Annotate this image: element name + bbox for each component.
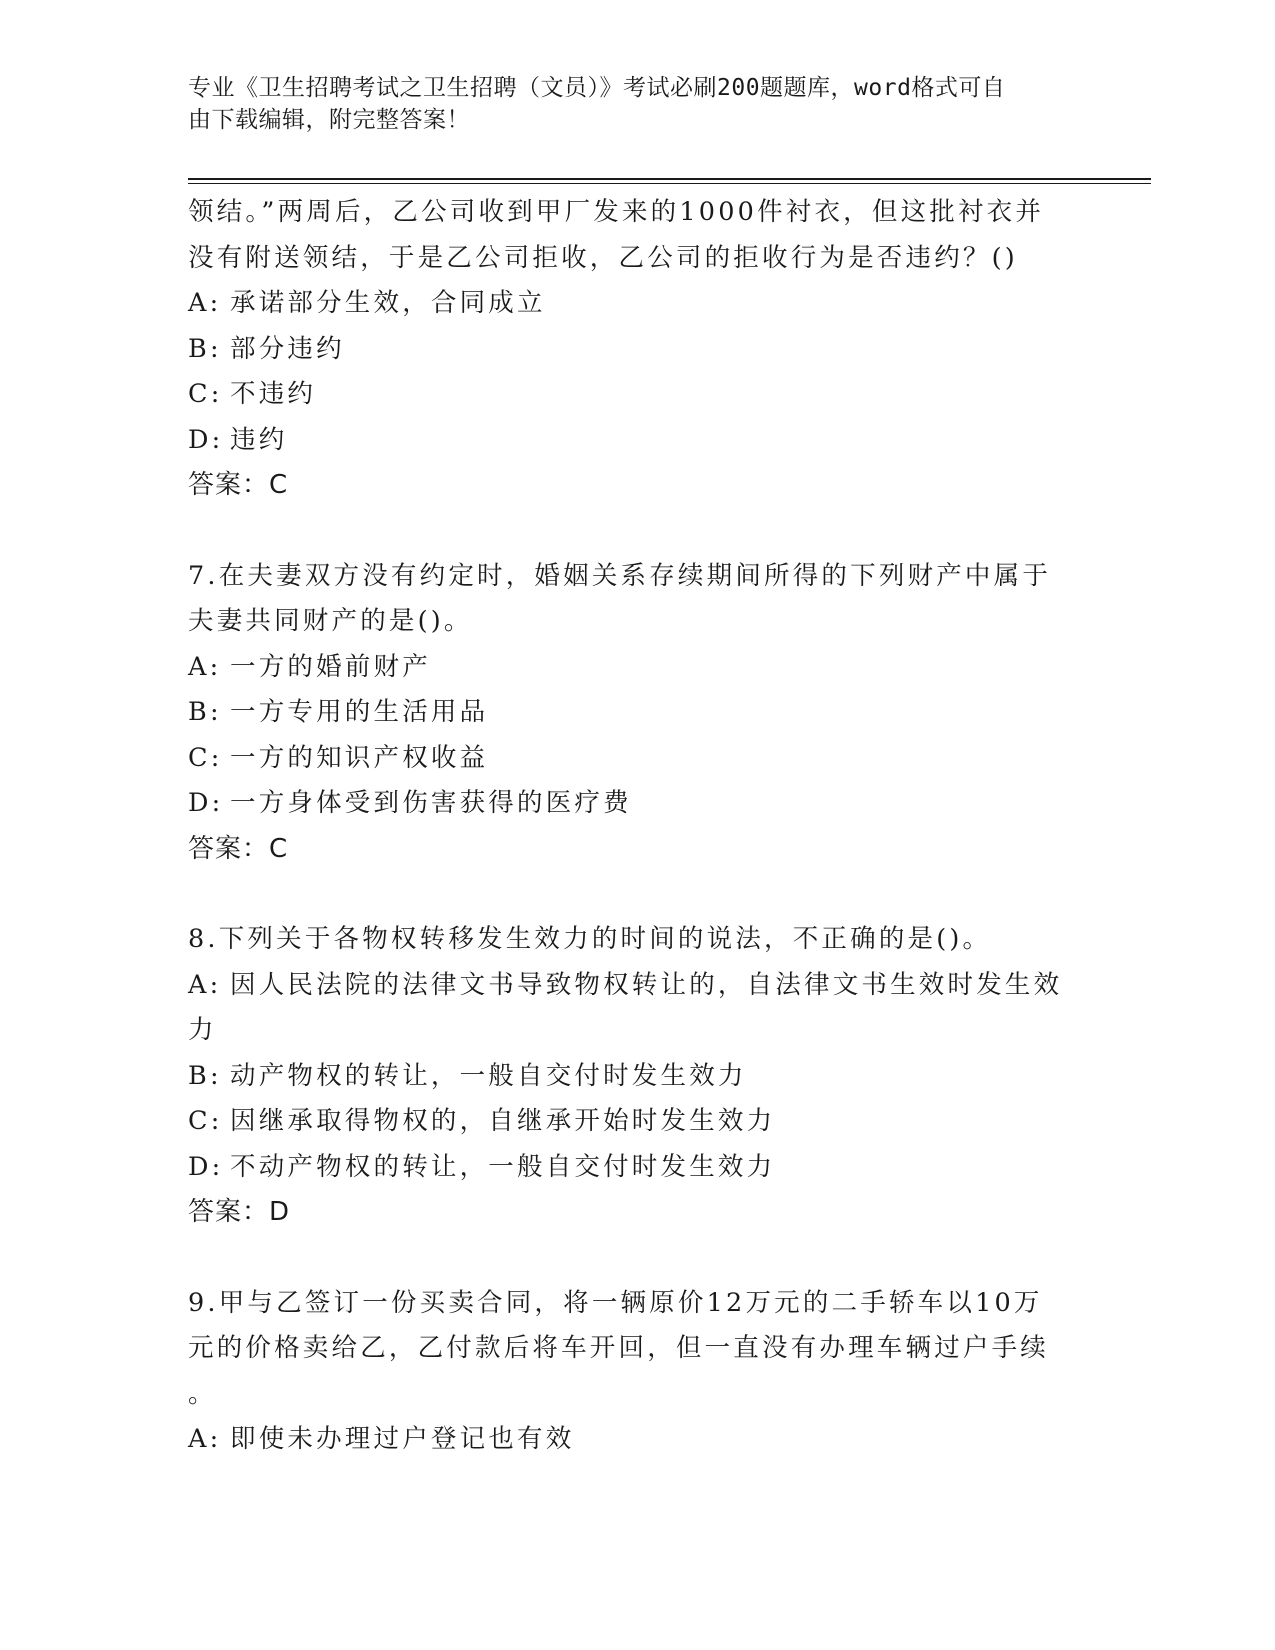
option-d <box>188 1145 1088 1191</box>
option-d <box>188 781 1088 827</box>
question-stem: 。 <box>188 1378 217 1409</box>
option-c <box>188 1099 1088 1145</box>
option-b <box>188 690 1088 736</box>
option-text: 一方的知识产权收益 <box>230 742 489 773</box>
option-key: C: <box>188 379 223 409</box>
header-line-2: 由下载编辑，附完整答案！ <box>188 107 470 133</box>
question-stem: 元的价格卖给乙，乙付款后将车开回，但一直没有办理车辆过户手续 <box>188 1333 1050 1363</box>
option-key: B: <box>188 1060 222 1091</box>
spacer <box>188 872 1088 917</box>
option-b <box>188 1054 1088 1100</box>
answer: 答案：C <box>188 833 289 864</box>
header-line-1: 专业《卫生招聘考试之卫生招聘（文员）》考试必刷200题题库，word格式可自 <box>188 75 1006 101</box>
header-divider <box>188 178 1151 180</box>
option-key: B: <box>188 333 222 364</box>
option-text: 因人民法院的法律文书导致物权转让的，自法律文书生效时发生效 <box>230 969 1063 1000</box>
option-key: A: <box>188 1424 222 1454</box>
option-text: 动产物权的转让，一般自交付时发生效力 <box>230 1060 747 1091</box>
option-key: A: <box>188 651 222 682</box>
option-text: 部分违约 <box>230 333 345 364</box>
option-a <box>188 645 1088 691</box>
question-stem: 9.甲与乙签订一份买卖合同，将一辆原价12万元的二手轿车以10万 <box>188 1287 1043 1318</box>
header-divider-thin <box>188 183 1151 184</box>
option-key: D: <box>188 424 224 455</box>
option-text: 即使未办理过户登记也有效 <box>230 1424 575 1454</box>
option-key: B: <box>188 697 222 727</box>
page-header <box>188 72 1068 136</box>
spacer <box>188 1236 1088 1281</box>
option-text: 不违约 <box>230 379 317 409</box>
option-text: 承诺部分生效，合同成立 <box>230 288 546 318</box>
option-c <box>188 372 1088 418</box>
option-key: A: <box>188 288 222 318</box>
option-a <box>188 281 1088 327</box>
question-stem: 领结。”两周后，乙公司收到甲厂发来的1000件衬衣，但这批衬衣并 <box>188 197 1045 227</box>
option-text: 不动产物权的转让，一般自交付时发生效力 <box>230 1151 776 1182</box>
option-a <box>188 1417 1088 1463</box>
option-text: 违约 <box>230 424 288 455</box>
spacer <box>188 509 1088 554</box>
option-key: D: <box>188 1151 224 1182</box>
option-text: 一方专用的生活用品 <box>230 697 489 727</box>
question-stem: 8.下列关于各物权转移发生效力的时间的说法，不正确的是()。 <box>188 924 992 954</box>
option-key: D: <box>188 788 224 818</box>
option-b <box>188 327 1088 373</box>
option-key: C: <box>188 742 223 773</box>
option-d <box>188 418 1088 464</box>
option-key: C: <box>188 1106 223 1136</box>
answer: 答案：C <box>188 470 289 500</box>
option-a <box>188 963 1088 1009</box>
question-stem: 7.在夫妻双方没有约定时，婚姻关系存续期间所得的下列财产中属于 <box>188 560 1052 591</box>
answer: 答案：D <box>188 1197 291 1227</box>
question-content <box>188 190 1088 1463</box>
question-7 <box>188 554 1088 873</box>
question-stem: 夫妻共同财产的是()。 <box>188 606 473 636</box>
option-text: 一方身体受到伤害获得的医疗费 <box>230 788 632 818</box>
option-text: 一方的婚前财产 <box>230 651 431 682</box>
option-a-continuation: 力 <box>188 1015 217 1045</box>
question-8 <box>188 917 1088 1236</box>
question-9 <box>188 1281 1088 1463</box>
option-key: A: <box>188 969 222 1000</box>
option-text: 因继承取得物权的，自继承开始时发生效力 <box>230 1106 776 1136</box>
option-c <box>188 736 1088 782</box>
question-stem: 没有附送领结，于是乙公司拒收，乙公司的拒收行为是否违约？() <box>188 242 1018 273</box>
question-6 <box>188 190 1088 509</box>
